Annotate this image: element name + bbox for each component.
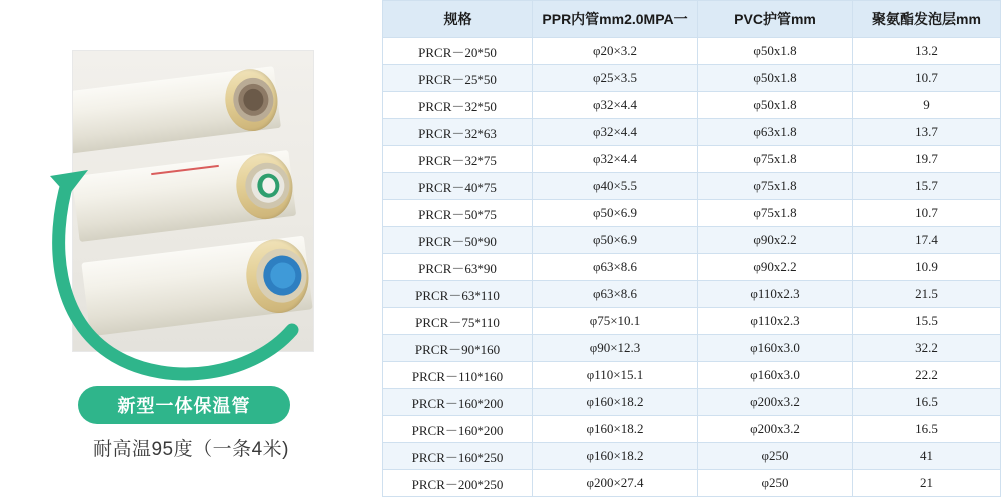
cell-spec: PRCR－160*250 [383, 443, 533, 470]
cell-pvc-sheath: φ63x1.8 [698, 119, 853, 146]
cell-spec: PRCR－32*63 [383, 119, 533, 146]
spec-table-head [383, 1, 1001, 38]
cell-ppr-inner-pipe: φ50×6.9 [533, 227, 698, 254]
cell-pu-foam-layer: 10.7 [853, 200, 1001, 227]
cell-spec: PRCR－90*160 [383, 335, 533, 362]
cell-spec: PRCR－160*200 [383, 416, 533, 443]
cell-ppr-inner-pipe: φ50×6.9 [533, 200, 698, 227]
spec-table [382, 0, 1001, 497]
table-row [383, 281, 1001, 308]
cell-ppr-inner-pipe: φ25×3.5 [533, 65, 698, 92]
cell-spec: PRCR－75*110 [383, 308, 533, 335]
cell-spec: PRCR－110*160 [383, 362, 533, 389]
cell-pu-foam-layer: 9 [853, 92, 1001, 119]
product-subtitle: 耐高温95度（一条4米) [92, 439, 290, 460]
product-badge-label: 新型一体保温管 [117, 396, 251, 416]
table-row [383, 416, 1001, 443]
cell-pu-foam-layer: 15.5 [853, 308, 1001, 335]
cell-ppr-inner-pipe: φ32×4.4 [533, 119, 698, 146]
table-row [383, 470, 1001, 497]
cell-pvc-sheath: φ90x2.2 [698, 254, 853, 281]
cell-pu-foam-layer: 21.5 [853, 281, 1001, 308]
cell-spec: PRCR－20*50 [383, 38, 533, 65]
table-row [383, 38, 1001, 65]
table-row [383, 146, 1001, 173]
table-row [383, 92, 1001, 119]
cell-pu-foam-layer: 32.2 [853, 335, 1001, 362]
cell-pu-foam-layer: 21 [853, 470, 1001, 497]
cell-pu-foam-layer: 10.7 [853, 65, 1001, 92]
cell-ppr-inner-pipe: φ160×18.2 [533, 389, 698, 416]
cell-pvc-sheath: φ50x1.8 [698, 65, 853, 92]
table-row [383, 65, 1001, 92]
cell-spec: PRCR－50*90 [383, 227, 533, 254]
cell-pu-foam-layer: 13.2 [853, 38, 1001, 65]
cell-pu-foam-layer: 13.7 [853, 119, 1001, 146]
cell-pu-foam-layer: 16.5 [853, 389, 1001, 416]
cell-pu-foam-layer: 17.4 [853, 227, 1001, 254]
table-row [383, 200, 1001, 227]
cell-pvc-sheath: φ75x1.8 [698, 173, 853, 200]
product-badge [78, 386, 290, 424]
product-photo [72, 50, 314, 352]
column-header-pu-foam-layer: 聚氨酯发泡层mm [853, 1, 1001, 38]
column-header-ppr-inner-pipe: PPR内管mm2.0MPA一 [533, 1, 698, 38]
cell-pvc-sheath: φ160x3.0 [698, 335, 853, 362]
cell-pu-foam-layer: 10.9 [853, 254, 1001, 281]
cell-pu-foam-layer: 15.7 [853, 173, 1001, 200]
cell-ppr-inner-pipe: φ32×4.4 [533, 92, 698, 119]
cell-pvc-sheath: φ75x1.8 [698, 146, 853, 173]
spec-table-body [383, 38, 1001, 497]
cell-pvc-sheath: φ50x1.8 [698, 38, 853, 65]
cell-ppr-inner-pipe: φ20×3.2 [533, 38, 698, 65]
product-panel [0, 0, 382, 496]
table-row [383, 308, 1001, 335]
cell-pvc-sheath: φ75x1.8 [698, 200, 853, 227]
table-row [383, 443, 1001, 470]
table-header-row [383, 1, 1001, 38]
cell-spec: PRCR－25*50 [383, 65, 533, 92]
table-row [383, 335, 1001, 362]
cell-ppr-inner-pipe: φ160×18.2 [533, 416, 698, 443]
cell-spec: PRCR－160*200 [383, 389, 533, 416]
cell-spec: PRCR－63*90 [383, 254, 533, 281]
cell-pvc-sheath: φ250 [698, 443, 853, 470]
cell-spec: PRCR－50*75 [383, 200, 533, 227]
table-row [383, 227, 1001, 254]
cell-spec: PRCR－40*75 [383, 173, 533, 200]
cell-pvc-sheath: φ90x2.2 [698, 227, 853, 254]
table-row [383, 362, 1001, 389]
cell-pvc-sheath: φ200x3.2 [698, 416, 853, 443]
column-header-spec: 规格 [383, 1, 533, 38]
table-row [383, 254, 1001, 281]
cell-pu-foam-layer: 16.5 [853, 416, 1001, 443]
cell-pvc-sheath: φ50x1.8 [698, 92, 853, 119]
cell-ppr-inner-pipe: φ200×27.4 [533, 470, 698, 497]
table-row [383, 389, 1001, 416]
cell-pvc-sheath: φ250 [698, 470, 853, 497]
cell-ppr-inner-pipe: φ32×4.4 [533, 146, 698, 173]
cell-spec: PRCR－32*75 [383, 146, 533, 173]
cell-ppr-inner-pipe: φ160×18.2 [533, 443, 698, 470]
column-header-pvc-sheath: PVC护管mm [698, 1, 853, 38]
cell-pu-foam-layer: 19.7 [853, 146, 1001, 173]
cell-pu-foam-layer: 41 [853, 443, 1001, 470]
cell-spec: PRCR－32*50 [383, 92, 533, 119]
table-row [383, 119, 1001, 146]
cell-pvc-sheath: φ200x3.2 [698, 389, 853, 416]
cell-pvc-sheath: φ160x3.0 [698, 362, 853, 389]
cell-ppr-inner-pipe: φ90×12.3 [533, 335, 698, 362]
cell-pvc-sheath: φ110x2.3 [698, 308, 853, 335]
cell-ppr-inner-pipe: φ40×5.5 [533, 173, 698, 200]
spec-table-panel [382, 0, 1002, 496]
cell-spec: PRCR－63*110 [383, 281, 533, 308]
cell-ppr-inner-pipe: φ63×8.6 [533, 281, 698, 308]
cell-spec: PRCR－200*250 [383, 470, 533, 497]
cell-pu-foam-layer: 22.2 [853, 362, 1001, 389]
cell-ppr-inner-pipe: φ63×8.6 [533, 254, 698, 281]
cell-ppr-inner-pipe: φ110×15.1 [533, 362, 698, 389]
cell-ppr-inner-pipe: φ75×10.1 [533, 308, 698, 335]
cell-pvc-sheath: φ110x2.3 [698, 281, 853, 308]
table-row [383, 173, 1001, 200]
